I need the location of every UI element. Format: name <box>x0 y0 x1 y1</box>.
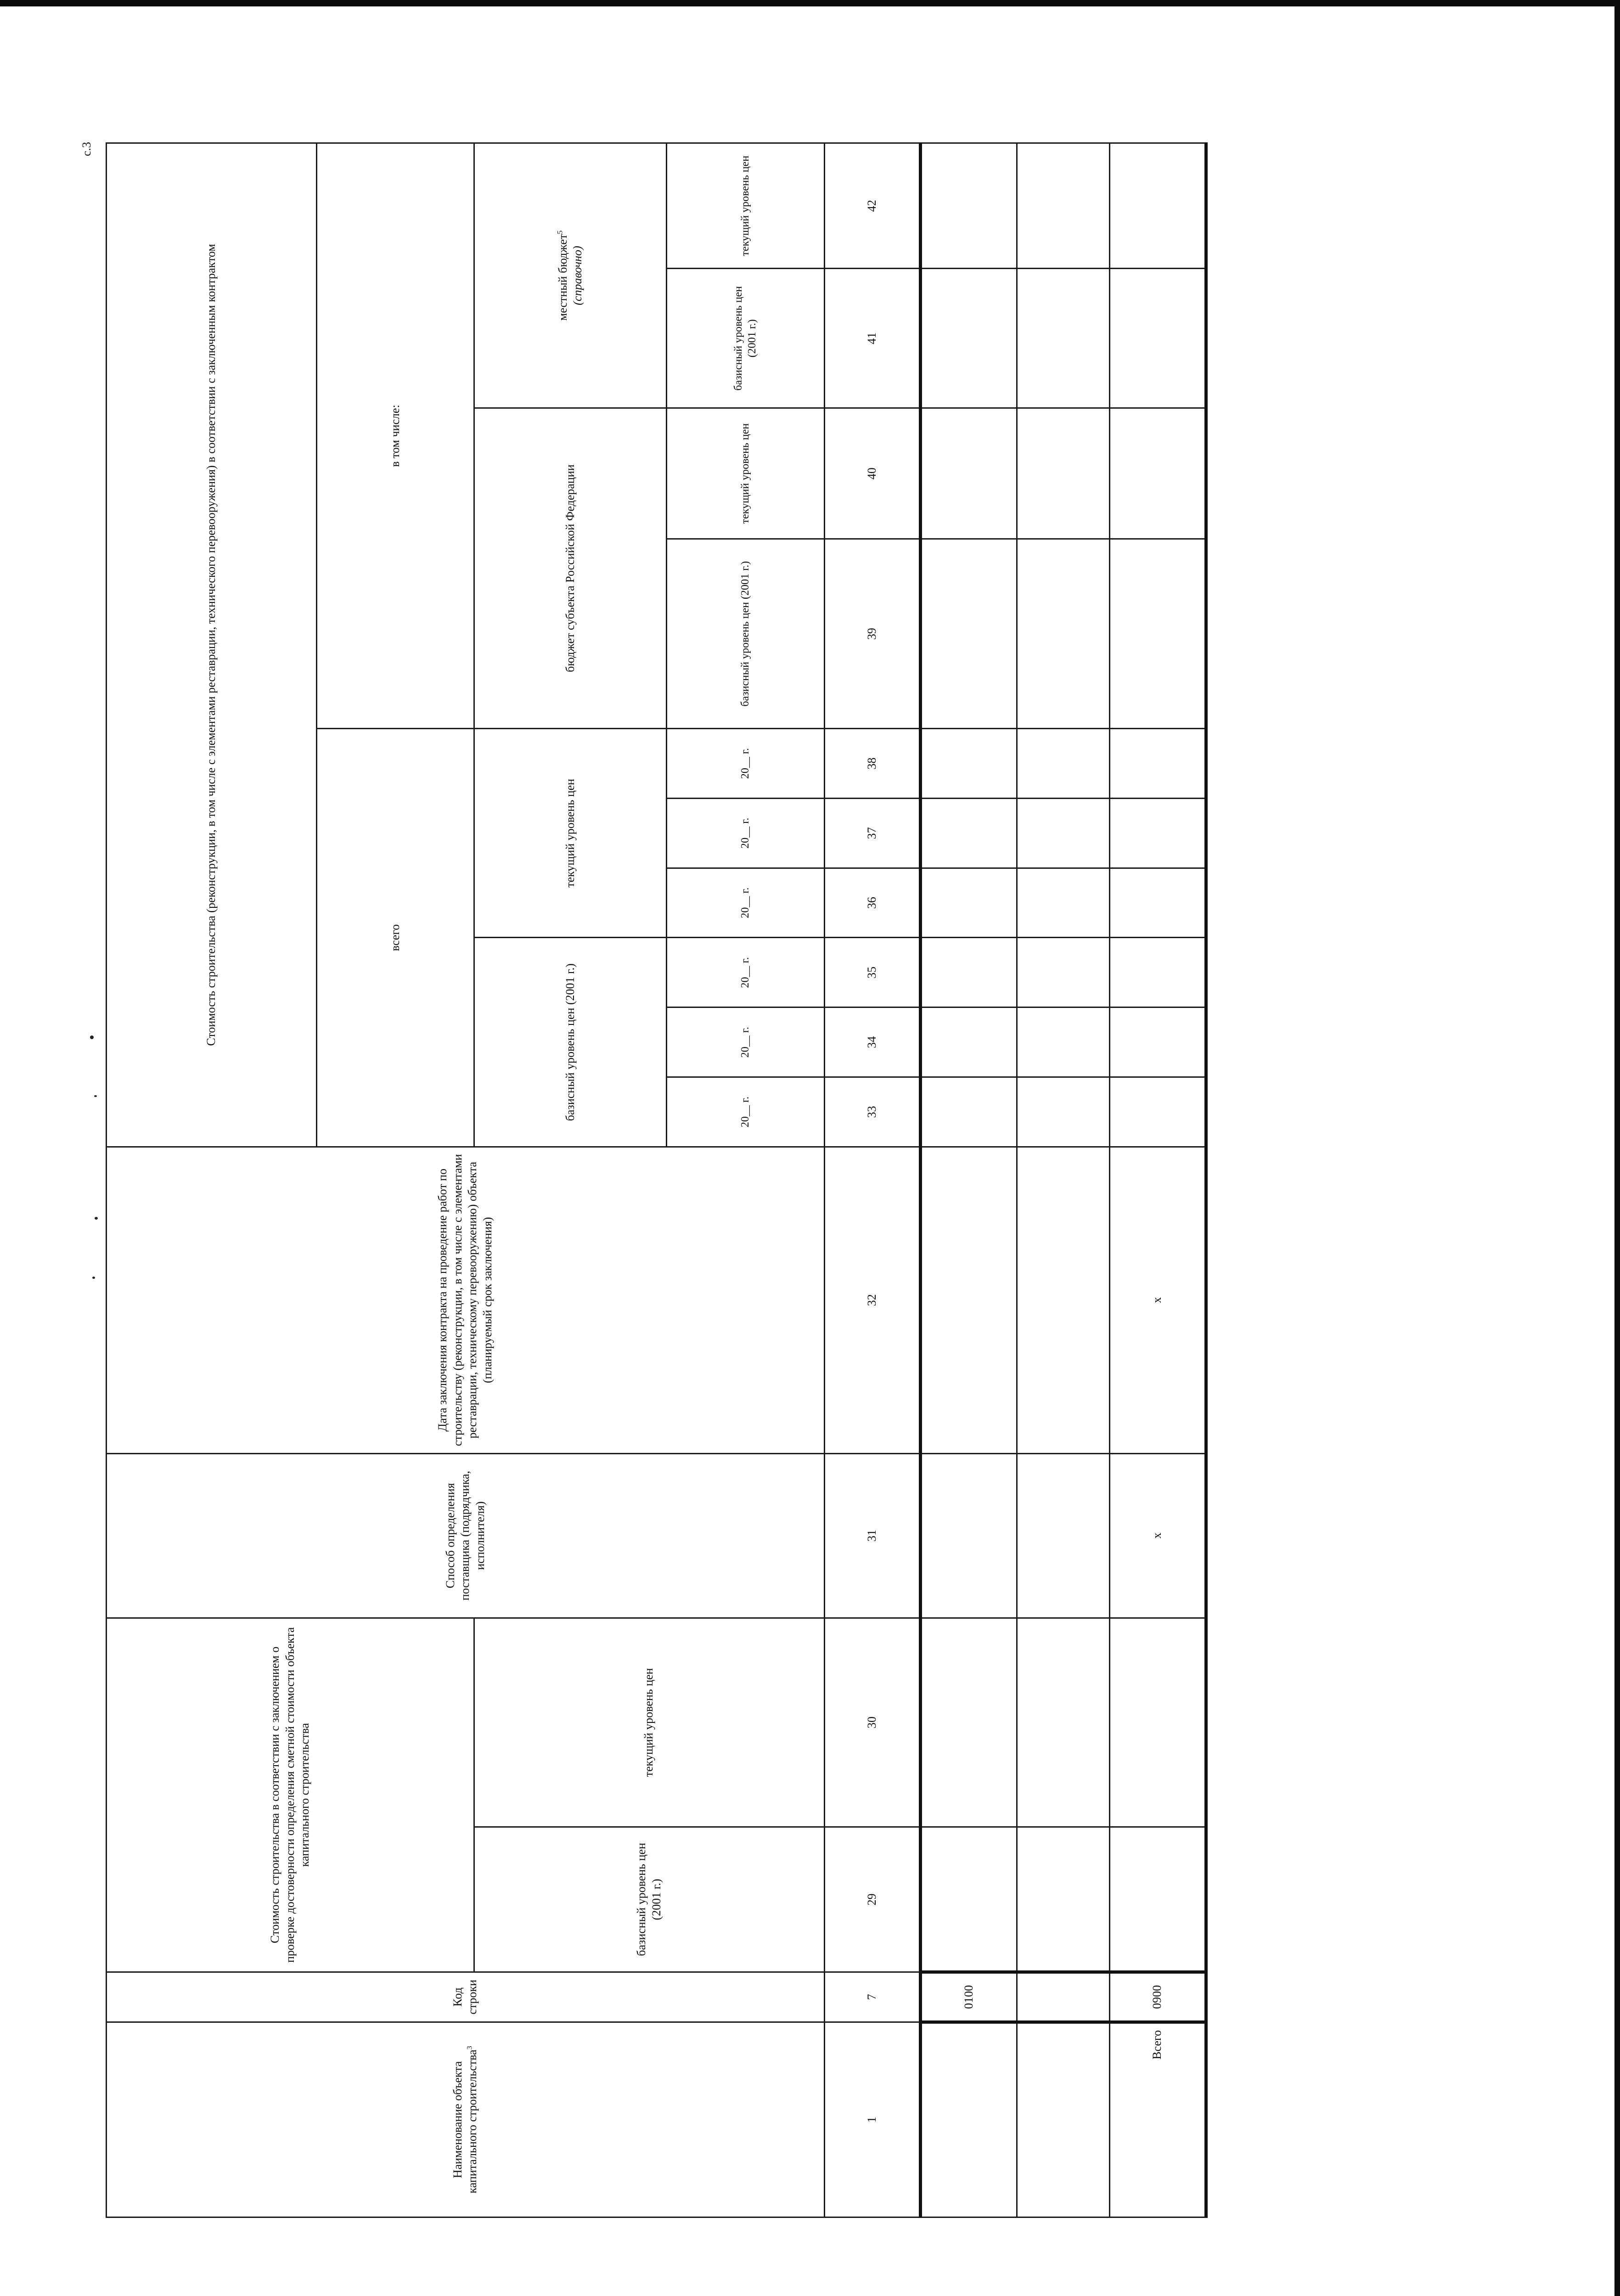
cell[interactable] <box>921 1827 1017 1972</box>
header-expertise-current-price: текущий уровень цен <box>474 1618 824 1827</box>
header-supplier-method: Способ определения поставщика (подрядчика, исполнителя) <box>107 1453 825 1618</box>
cell[interactable] <box>1017 868 1110 938</box>
cell[interactable] <box>921 1618 1017 1827</box>
col-num: 38 <box>824 729 921 799</box>
scan-speck <box>92 1277 95 1279</box>
cell[interactable] <box>921 798 1017 868</box>
table-row <box>921 143 1017 2217</box>
page-number: с.3 <box>80 141 93 156</box>
cell[interactable] <box>1017 539 1110 729</box>
cell[interactable] <box>921 938 1017 1007</box>
scan-edge-right <box>1614 0 1620 2296</box>
cell[interactable] <box>921 868 1017 938</box>
header-year-base-1: 20__ г. <box>667 1077 824 1147</box>
cell[interactable] <box>1017 798 1110 868</box>
col-num: 42 <box>824 143 921 269</box>
cell[interactable] <box>1017 408 1110 539</box>
object-name-cell[interactable] <box>921 2022 1017 2217</box>
contract-date-cell[interactable] <box>921 1147 1017 1453</box>
supplier-cell[interactable] <box>921 1453 1017 1618</box>
row-code-cell <box>1017 1972 1110 2022</box>
cell[interactable] <box>1110 269 1206 408</box>
cell[interactable] <box>1017 729 1110 799</box>
cell[interactable] <box>1017 1618 1110 1827</box>
cell[interactable] <box>1110 868 1206 938</box>
cell[interactable] <box>1110 1618 1206 1827</box>
header-contract-date: Дата заключения контракта на проведение работ по строительству (реконструкции, в том числе с элементами реставрации, техническому перевооружению) объекта (планируемый срок заключения) <box>107 1147 825 1453</box>
header-year-base-2: 20__ г. <box>667 1007 824 1077</box>
cell[interactable] <box>1110 729 1206 799</box>
cell[interactable] <box>921 729 1017 799</box>
col-num: 37 <box>824 798 921 868</box>
cell[interactable] <box>921 1077 1017 1147</box>
column-numbers-row <box>824 143 921 2217</box>
col-num: 35 <box>824 938 921 1007</box>
header-regional-current-price: текущий уровень цен <box>667 408 824 539</box>
cell[interactable] <box>921 1007 1017 1077</box>
header-regional-base-price: базисный уровень цен (2001 г.) <box>667 539 824 729</box>
header-local-budget: местный бюджет$^5$ (справочно) <box>474 143 667 408</box>
cell[interactable] <box>1110 798 1206 868</box>
col-num: 32 <box>824 1147 921 1453</box>
supplier-cell: x <box>1110 1453 1206 1618</box>
col-num: 1 <box>824 2022 921 2217</box>
col-num: 31 <box>824 1453 921 1618</box>
cell[interactable] <box>921 539 1017 729</box>
cell[interactable] <box>921 269 1017 408</box>
header-year-current-2: 20__ г. <box>667 798 824 868</box>
scan-edge-top <box>0 0 1620 6</box>
header-total: всего <box>316 729 474 1147</box>
supplier-cell[interactable] <box>1017 1453 1110 1618</box>
cell[interactable] <box>1110 143 1206 269</box>
header-total-current-price: текущий уровень цен <box>474 729 667 938</box>
cell[interactable] <box>1017 1827 1110 1972</box>
row-code-cell: 0100 <box>921 1972 1017 2022</box>
header-expertise-base-price: базисный уровень цен (2001 г.) <box>474 1827 824 1972</box>
header-year-current-3: 20__ г. <box>667 729 824 799</box>
cell[interactable] <box>1110 539 1206 729</box>
col-num: 29 <box>824 1827 921 1972</box>
cell[interactable] <box>921 143 1017 269</box>
header-regional-budget: бюджет субъекта Российской Федерации <box>474 408 667 729</box>
header-local-current-price: текущий уровень цен <box>667 143 824 269</box>
scan-speck <box>95 1217 98 1220</box>
header-year-base-3: 20__ г. <box>667 938 824 1007</box>
header-cost-expertise: Стоимость строительства в соответствии с заключением о проверке достоверности определения сметной стоимости объекта капитального строительства <box>107 1618 474 1972</box>
cell[interactable] <box>921 408 1017 539</box>
cell[interactable] <box>1017 1007 1110 1077</box>
header-total-base-price: базисный уровень цен (2001 г.) <box>474 938 667 1147</box>
col-num: 30 <box>824 1618 921 1827</box>
table-row <box>1017 143 1110 2217</box>
cell[interactable] <box>1110 1827 1206 1972</box>
construction-cost-table <box>106 142 1208 2218</box>
scan-speck <box>94 1095 97 1097</box>
header-year-current-1: 20__ г. <box>667 868 824 938</box>
table-row-total <box>1110 143 1206 2217</box>
row-code-cell: 0900 <box>1110 1972 1206 2022</box>
total-label: Всего <box>1110 2022 1206 2217</box>
col-num: 7 <box>824 1972 921 2022</box>
header-object-name: Наименование объекта капитального строительства$^3$ <box>107 2022 825 2217</box>
cell[interactable] <box>1110 1007 1206 1077</box>
header-row-code: Код строки <box>107 1972 825 2022</box>
cell[interactable] <box>1110 938 1206 1007</box>
header-local-base-price: базисный уровень цен (2001 г.) <box>667 269 824 408</box>
cell[interactable] <box>1017 269 1110 408</box>
cell[interactable] <box>1017 938 1110 1007</box>
contract-date-cell: x <box>1110 1147 1206 1453</box>
cell[interactable] <box>1017 143 1110 269</box>
col-num: 33 <box>824 1077 921 1147</box>
col-num: 36 <box>824 868 921 938</box>
object-name-cell[interactable] <box>1017 2022 1110 2217</box>
col-num: 34 <box>824 1007 921 1077</box>
cell[interactable] <box>1017 1077 1110 1147</box>
cell[interactable] <box>1110 408 1206 539</box>
header-including: в том числе: <box>316 143 474 729</box>
header-cost-contract: Стоимость строительства (реконструкции, в том числе с элементами реставрации, технического перевооружения) в соответствии с заключенным контрактом <box>107 143 317 1147</box>
scan-speck <box>90 1035 94 1039</box>
rotated-form <box>80 141 1208 2218</box>
col-num: 40 <box>824 408 921 539</box>
col-num: 41 <box>824 269 921 408</box>
col-num: 39 <box>824 539 921 729</box>
contract-date-cell[interactable] <box>1017 1147 1110 1453</box>
cell[interactable] <box>1110 1077 1206 1147</box>
